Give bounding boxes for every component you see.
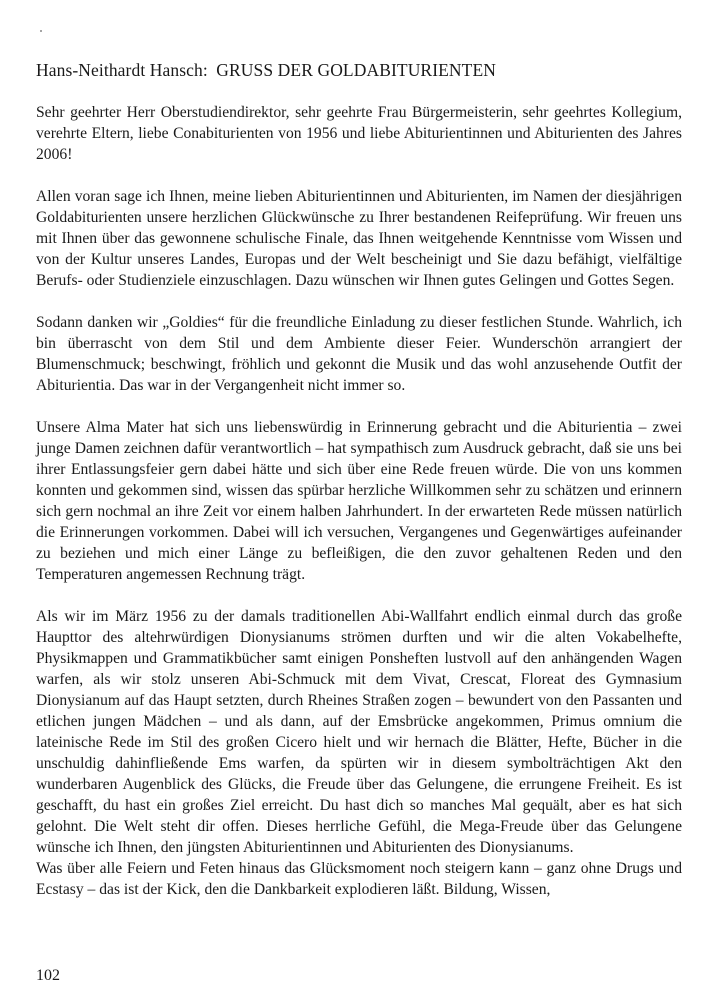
paragraph-gratitude: Was über alle Feiern und Feten hinaus das Glücksmoment noch steigern kann – ganz ohne Drugs und Ecstasy – das ist der Kick, den die Dankbarkeit explodieren läßt. Bildung, Wissen, [36,860,682,898]
paragraph-memories: Als wir im März 1956 zu der damals traditionellen Abi-Wallfahrt endlich einmal durch das große Haupttor des altehrwürdigen Dionysianums strömen durften und wir die alten Vokabelhefte, Physikmappen und Grammatikbücher samt einigen Ponsheften lustvoll auf den anhängenden Wagen warfen, als wir stolz unseren Abi-Schmuck mit dem Vivat, Crescat, Floreat des Gymnasium Dionysianum auf das Haupt setzten, durch Rheines Straßen zogen – bewundert von den Passanten und etlichen jungen Mädchen – und als dann, auf der Emsbrücke angekommen, Primus omnium die lateinische Rede im Stil des großen Cicero hielt und wir hernach die Blätter, Hefte, Bücher in die unschuldig dahinfließende Ems warfen, da spürten wir in diesem symbolträchtigen Akt den wunderbaren Augenblick des Glücks, die Freude über das Gelungene, die errungene Freiheit. Es ist geschafft, du hast ein großes Ziel erreicht. Du hast dich so manches Mal gequält, aber es hat sich gelohnt. Die Welt steht dir offen. Dieses herrliche Gefühl, die Mega-Freude über das Gelungene wünsche ich Ihnen, den jüngsten Abiturientinnen und Abiturienten des Dionysianums. [36,608,682,856]
page-number: 102 [36,967,60,984]
paragraph-greeting: Sehr geehrter Herr Oberstudiendirektor, sehr geehrte Frau Bürgermeisterin, sehr geehrtes Kollegium, verehrte Eltern, liebe Conabiturienten von 1956 und liebe Abiturientinnen und Abiturienten des Jahres 2006! [36,104,682,163]
paragraph-congratulations: Allen voran sage ich Ihnen, meine lieben Abiturientinnen und Abiturienten, im Namen der diesjährigen Goldabiturienten unsere herzlichen Glückwünsche zu Ihrer bestandenen Reifeprüfung. Wir freuen uns mit Ihnen über das gewonnene schulische Finale, das Ihnen weitgehende Kenntnisse vom Wissen und von der Kultur unseres Landes, Europas und der Welt bescheinigt und Sie dazu befähigt, vielfältige Berufs- oder Studienziele einzuschlagen. Dazu wünschen wir Ihnen gutes Gelingen und Gottes Segen. [36,188,682,289]
page-title [36,59,676,81]
body-text [36,102,682,900]
paragraph-thanks: Sodann danken wir „Goldies“ für die freundliche Einladung zu dieser festlichen Stunde. Wahrlich, ich bin überrascht von dem Stil und dem Ambiente dieser Feier. Wunderschön arrangiert der Blumenschmuck; beschwingt, fröhlich und gekonnt die Musik und das wohl anzusehende Outfit der Abiturientia. Das war in der Vergangenheit nicht immer so. [36,314,682,394]
paragraph-alma-mater: Unsere Alma Mater hat sich uns liebenswürdig in Erinnerung gebracht und die Abiturientia – zwei junge Damen zeichnen dafür verantwortlich – hat sympathisch zum Ausdruck gebracht, daß sie uns bei ihrer Entlassungsfeier gern dabei hätte und sich über eine Rede freuen würde. Die von uns kommen konnten und gekommen sind, wissen das spürbar herzliche Willkommen sehr zu schätzen und erinnern sich gern nochmal an ihre Zeit vor einem halben Jahrhundert. In der erwarteten Rede müssen natürlich die Erinnerungen vorkommen. Dabei will ich versuchen, Vergangenes und Gegenwärtiges aufeinander zu beziehen und mich einer Länge zu befleißigen, die den zuvor gehaltenen Reden und den Temperaturen angemessen Rechnung trägt. [36,419,682,583]
title-main: GRUSS DER GOLDABITURIENTEN [216,60,496,80]
scan-speck [40,30,42,32]
title-author: Hans-Neithardt Hansch: [36,60,208,80]
